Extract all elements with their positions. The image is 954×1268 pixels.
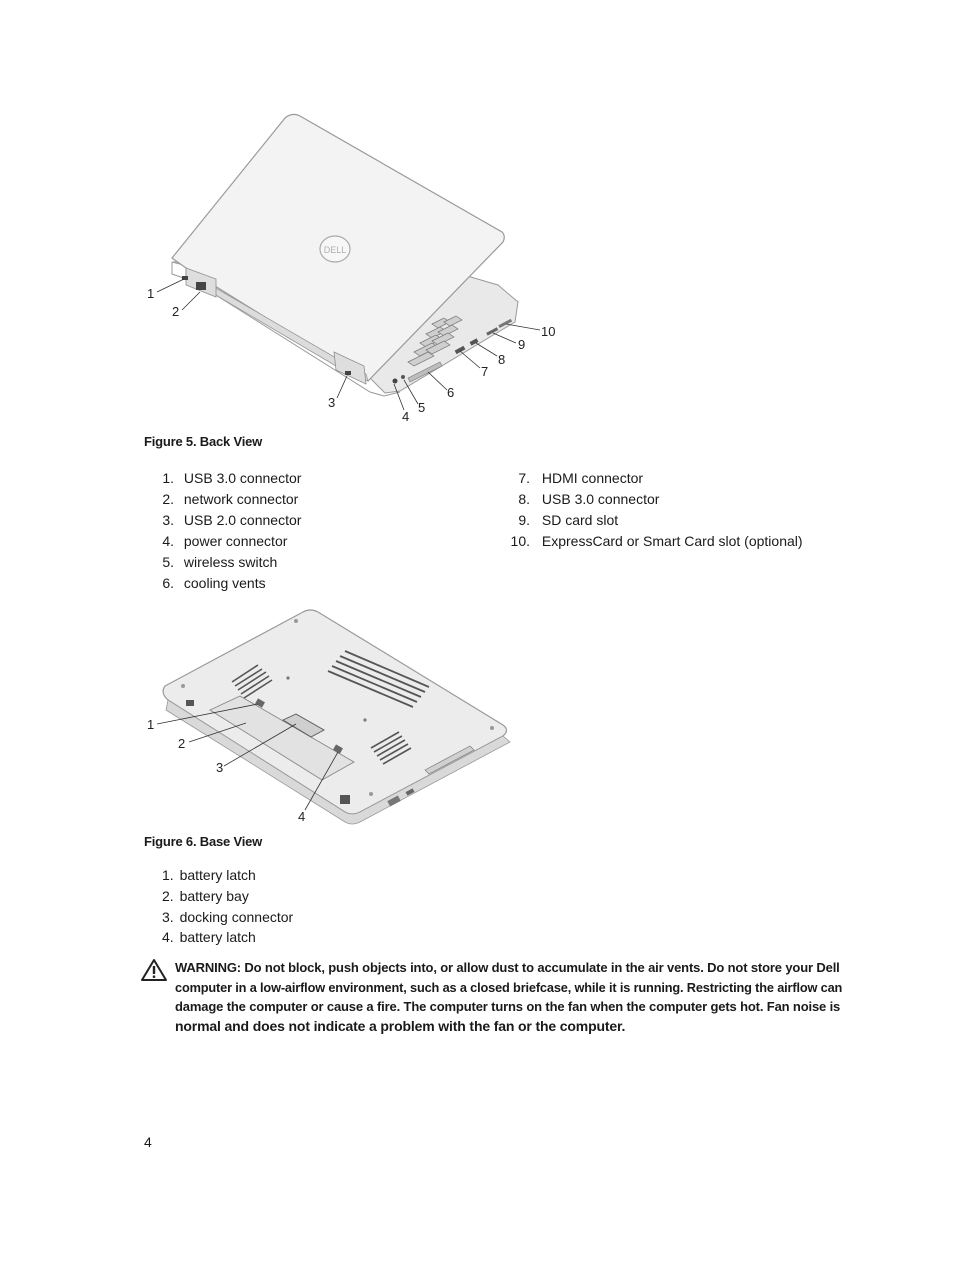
list-item: 7. HDMI connector xyxy=(518,470,644,486)
figure-5-caption: Figure 5. Back View xyxy=(144,434,263,449)
list-item: 5. wireless switch xyxy=(162,554,278,570)
warning-notice xyxy=(175,958,845,1036)
callout-3: 3 xyxy=(216,760,224,775)
callout-4: 4 xyxy=(402,409,410,424)
callout-10: 10 xyxy=(541,324,556,339)
callout-4: 4 xyxy=(298,809,306,824)
list-item: 4. power connector xyxy=(162,533,288,549)
figure-6-caption: Figure 6. Base View xyxy=(144,834,263,849)
callout-6: 6 xyxy=(447,385,455,400)
warning-line: computer in a low-airflow environment, such as a closed briefcase, while it is running. Restricting the airflow can xyxy=(175,979,843,995)
callout-3: 3 xyxy=(328,395,336,410)
warning-line: damage the computer or cause a fire. The computer turns on the fan when the computer gets hot. Fan noise is xyxy=(175,999,841,1014)
callout-2: 2 xyxy=(172,304,180,319)
list-item: 10. ExpressCard or Smart Card slot (optional) xyxy=(510,533,803,549)
list-item: 2. battery bay xyxy=(162,888,249,904)
list-item: 3. docking connector xyxy=(162,909,294,925)
list-item: 1. USB 3.0 connector xyxy=(162,470,302,486)
callout-9: 9 xyxy=(518,337,526,352)
callout-2: 2 xyxy=(178,736,186,751)
callout-8: 8 xyxy=(498,352,506,367)
base-view-illustration xyxy=(0,600,600,830)
list-item: 1. battery latch xyxy=(162,867,256,883)
warning-line: normal and does not indicate a problem with the fan or the computer. xyxy=(175,1017,626,1034)
list-item: 2. network connector xyxy=(162,491,299,507)
list-item: 8. USB 3.0 connector xyxy=(518,491,660,507)
list-item: 9. SD card slot xyxy=(518,512,619,528)
list-item: 4. battery latch xyxy=(162,929,256,945)
callout-5: 5 xyxy=(418,400,426,415)
svg-text:DELL: DELL xyxy=(323,245,347,255)
callout-7: 7 xyxy=(481,364,489,379)
callout-1: 1 xyxy=(147,717,155,732)
warning-line: WARNING: Do not block, push objects into, or allow dust to accumulate in the air vents. Do not store your Dell xyxy=(175,960,840,975)
warning-triangle-icon xyxy=(140,958,168,982)
list-item: 3. USB 2.0 connector xyxy=(162,512,302,528)
back-view-illustration xyxy=(0,100,600,430)
list-item: 6. cooling vents xyxy=(162,575,266,591)
callout-1: 1 xyxy=(147,286,155,301)
page-number: 4 xyxy=(144,1134,152,1150)
